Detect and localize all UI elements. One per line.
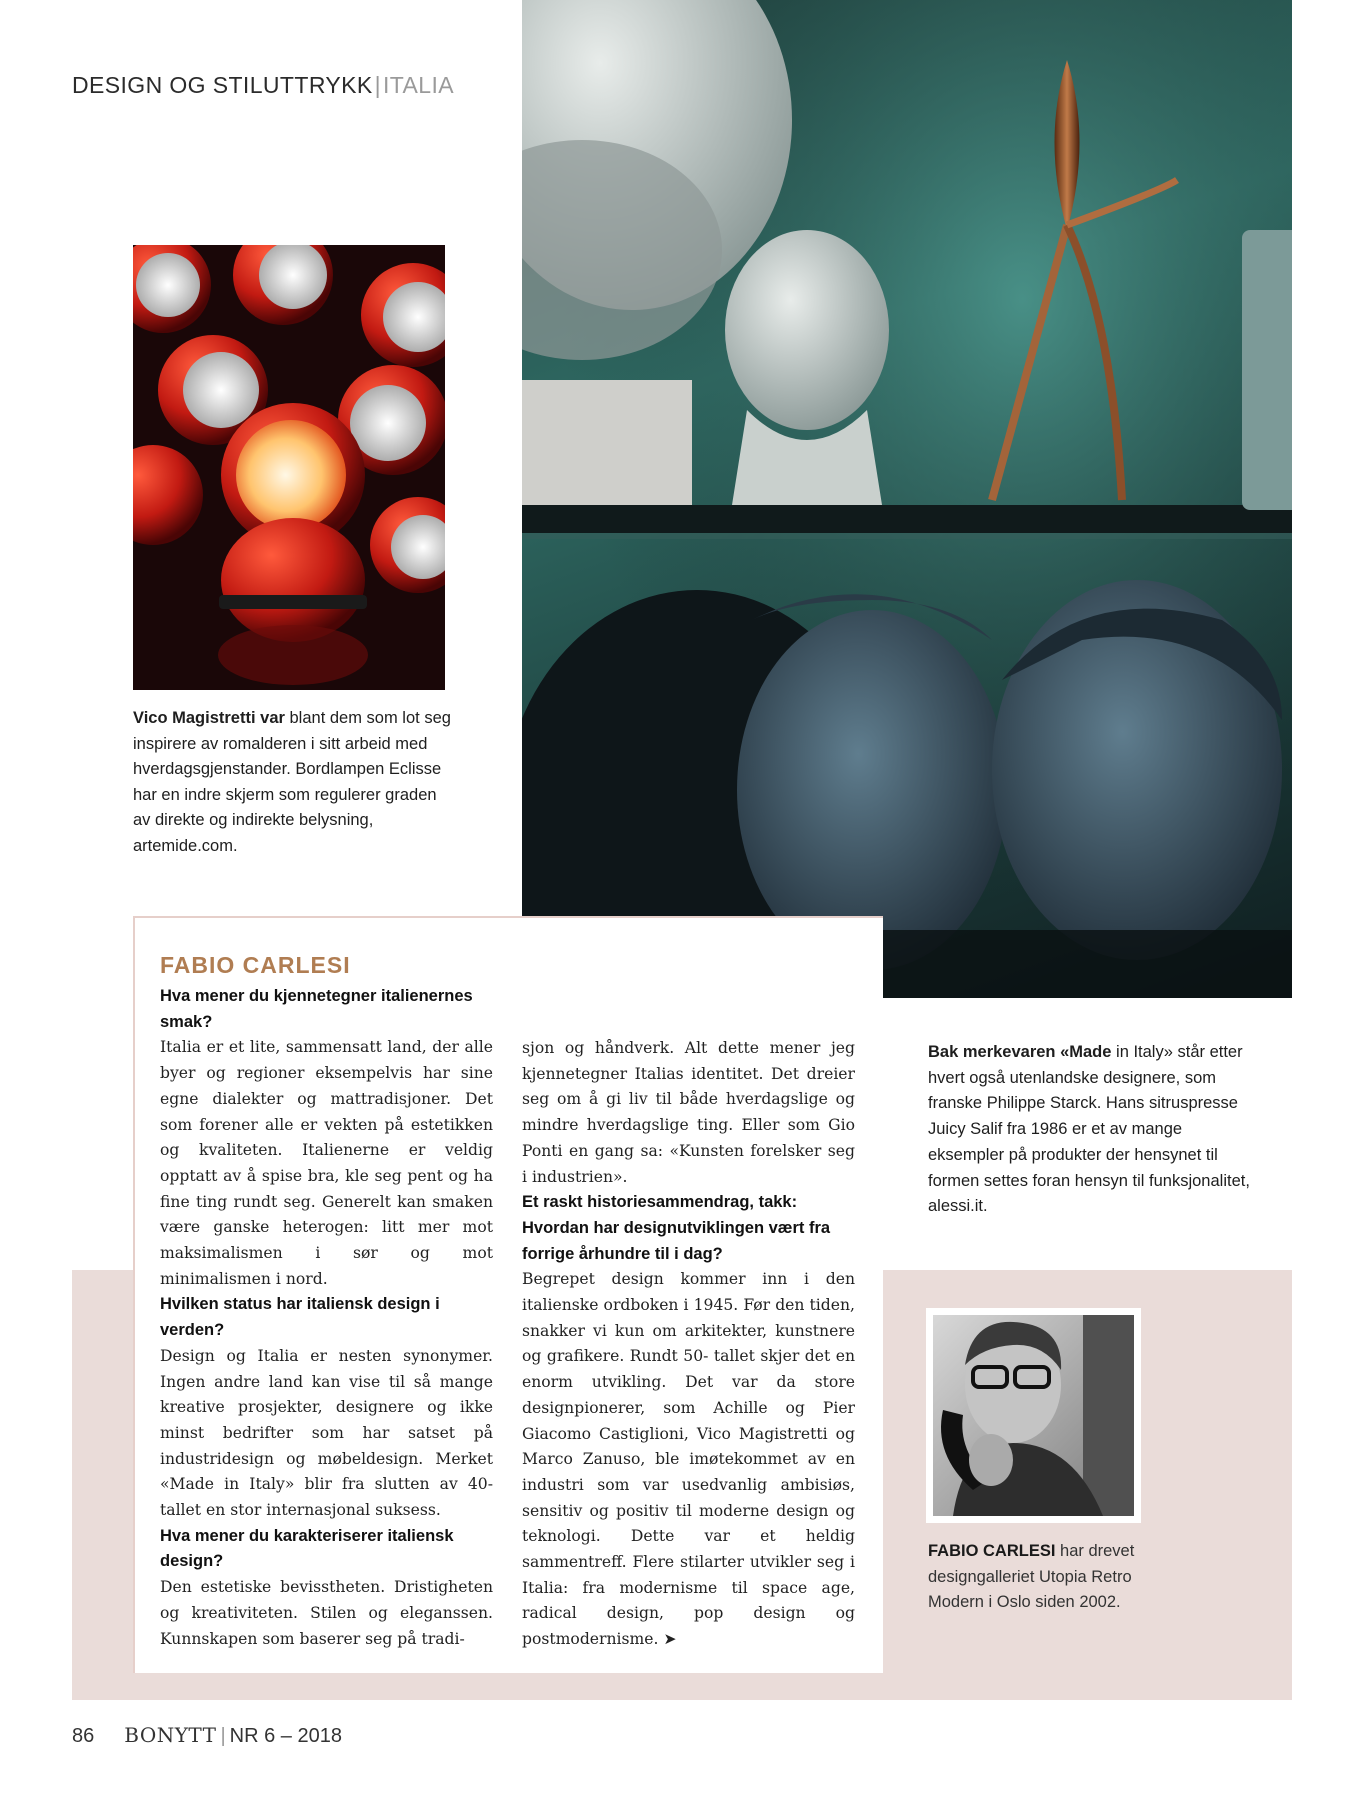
portrait-frame bbox=[926, 1308, 1141, 1523]
interview-answer: Den estetiske bevisstheten. Dristigheten og kreativiteten. Stilen og eleganssen. Kunnskapen som baserer seg på tradi- bbox=[160, 1578, 493, 1648]
portrait-caption-lead: FABIO CARLESI bbox=[928, 1542, 1056, 1560]
interview-question: Hvilken status har italiensk design i verden? bbox=[160, 1295, 440, 1340]
eclisse-lamp-illustration bbox=[133, 245, 445, 690]
interview-answer: Design og Italia er nesten synonymer. Ingen andre land kan vise til så mange kreative prosjekter, designere og ikke minst bedrifter som har satset på industridesign og møbeldesign. Merket «Made in Italy» blir fra slutten av 40-tallet en stor internasjonal suksess. bbox=[160, 1346, 493, 1520]
interview-answer-continued: sjon og håndverk. Alt dette mener jeg kjennetegner Italias identitet. Det dreier seg om å gi liv til både hverdagslige og mindre hverdagslige ting. Eller som Gio Ponti en gang sa: «Kunsten forelsker seg i industrien». bbox=[522, 1039, 855, 1186]
interview-answer: Begrepet design kommer inn i den italienske ordboken i 1945. Før den tiden, snakker vi kun om arkitekter, kunstnere og grafikere. Rundt 50- tallet skjer det en enorm utvikling. Det var da store designpionerer, som Achille og Pier Giacomo Castiglioni, Vico Magistretti og Marco Zanuso, ble imøtekommet av en industri som var usedvanlig ambisiøs, sensitiv og positiv til moderne design og teknologi. Dette var et heldig sammentreff. Flere stilarter utvikler seg i Italia: fra modernisme til space age, radical design, pop design og postmodernisme. ➤ bbox=[522, 1270, 855, 1649]
portrait-caption-text: har drevet designgalleriet Utopia Retro Modern i Oslo siden 2002. bbox=[928, 1542, 1135, 1611]
lamp-caption-lead: Vico Magistretti var bbox=[133, 709, 285, 727]
header-separator: | bbox=[374, 72, 382, 98]
interview-column-middle bbox=[522, 1036, 855, 1653]
sculpture-shelf-illustration bbox=[522, 0, 1292, 998]
lamp-caption-text: blant dem som lot seg inspirere av romalderen i sitt arbeid med hverdagsgjenstander. Bordlampen Eclisse har en indre skjerm som regulerer graden av direkte og indirekte belysning, artemide.com. bbox=[133, 709, 451, 855]
section-header bbox=[72, 72, 454, 99]
interview-column-left bbox=[160, 984, 493, 1652]
juicer-caption bbox=[928, 1040, 1258, 1220]
interview-answer: Italia er et lite, sammensatt land, der alle byer og regioner eksempelvis har sine egne dialekter og mattradisjoner. Det som forener alle er vekten på estetikken og kvaliteten. Italienerne er veldig opptatt av å spise bra, kle seg pent og ha fine ting rundt seg. Generelt kan smaken være ganske heterogen: litt mer mot maksimalismen i sør og mot minimalismen i nord. bbox=[160, 1038, 493, 1288]
page-footer bbox=[72, 1723, 342, 1748]
eclisse-lamp-photo bbox=[133, 245, 445, 690]
interview-question: Hva mener du karakteriserer italiensk design? bbox=[160, 1526, 454, 1571]
footer-separator: | bbox=[220, 1725, 226, 1747]
juicer-caption-lead: Bak merkevaren «Made bbox=[928, 1043, 1112, 1061]
section-title: DESIGN OG STILUTTRYKK bbox=[72, 72, 373, 98]
magazine-name: BONYTT bbox=[124, 1723, 217, 1747]
fabio-carlesi-portrait bbox=[933, 1315, 1134, 1516]
interview-question: Hva mener du kjennetegner italienernes smak? bbox=[160, 987, 473, 1031]
interviewee-name: FABIO CARLESI bbox=[160, 952, 351, 978]
section-subtitle: ITALIA bbox=[383, 72, 455, 98]
interview-question: Et raskt historiesammendrag, takk: Hvordan har designutviklingen vært fra forrige århundre til i dag? bbox=[522, 1193, 831, 1263]
lamp-caption bbox=[133, 706, 453, 859]
sculpture-shelf-photo bbox=[522, 0, 1292, 998]
juicer-caption-text: in Italy» står etter hvert også utenlandske designere, som franske Philippe Starck. Hans sitruspresse Juicy Salif fra 1986 er et av mange eksempler på produkter der hensynet til formen settes foran hensyn til funksjonalitet, alessi.it. bbox=[928, 1043, 1250, 1216]
issue-label: NR 6 – 2018 bbox=[229, 1725, 342, 1747]
portrait-illustration bbox=[933, 1315, 1134, 1516]
page-number: 86 bbox=[72, 1725, 95, 1747]
portrait-caption bbox=[928, 1539, 1168, 1616]
